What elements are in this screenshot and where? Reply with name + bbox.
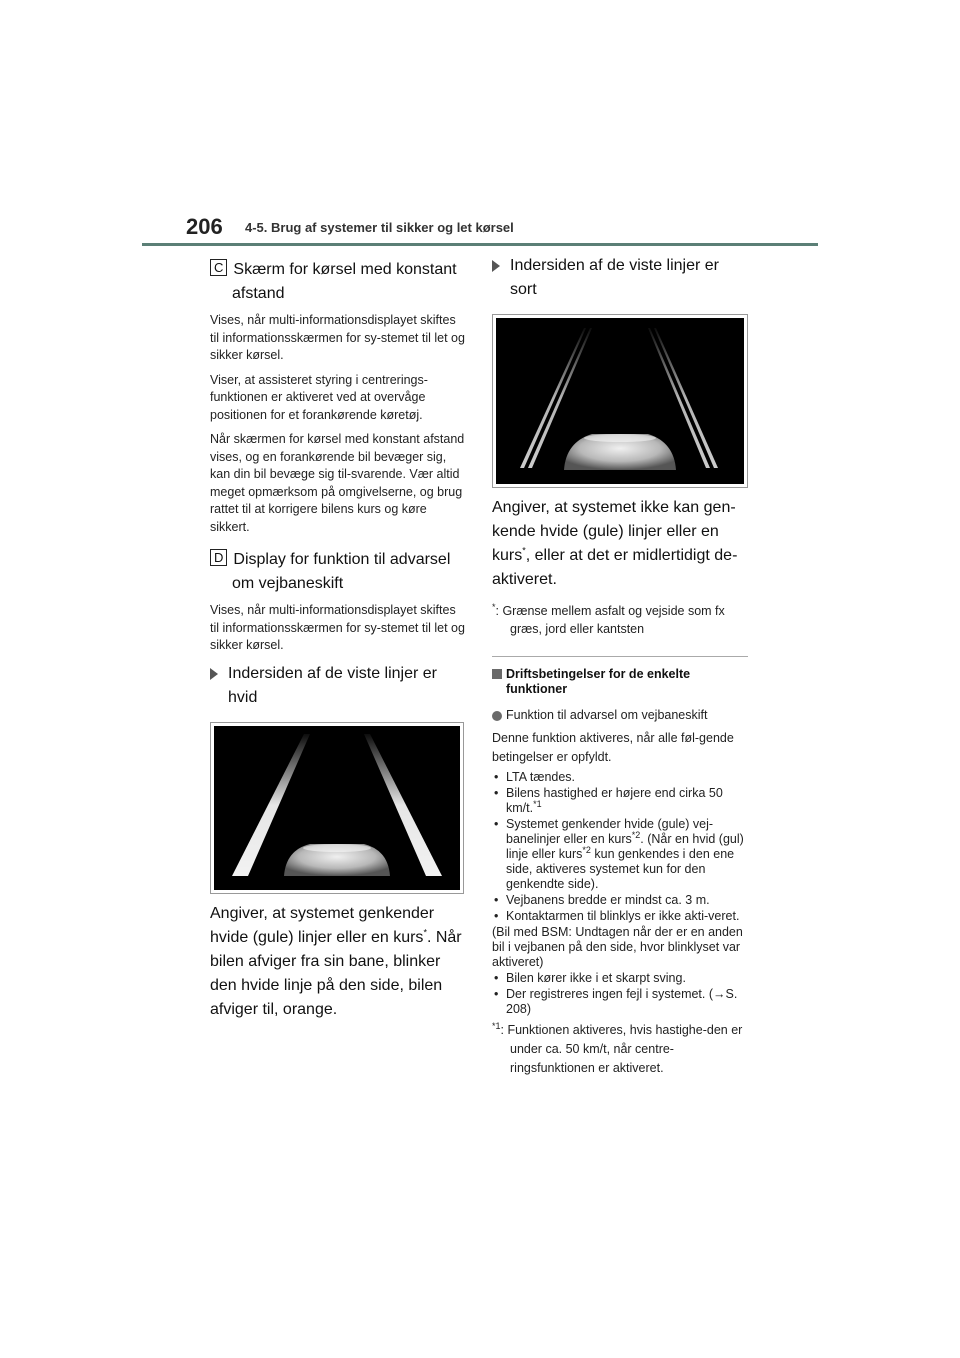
black-lines-heading bbox=[492, 254, 748, 302]
list-item-text: Systemet genkender hvide (gule) vej-banelinjer eller en kurs bbox=[506, 817, 714, 846]
black-lines-desc-b: , eller at det er midlertidigt de-aktiveret. bbox=[492, 547, 738, 588]
white-lines-desc-a: Angiver, at systemet genkender hvide (gule) linjer eller en kurs bbox=[210, 904, 435, 946]
page-number: 206 bbox=[186, 214, 223, 239]
footnote-marker: * bbox=[423, 927, 427, 938]
circle-bullet-icon bbox=[492, 711, 502, 721]
conditions-list-2 bbox=[492, 971, 748, 1017]
list-item: • Kontaktarmen til blinklys er ikke akti-veret. bbox=[492, 909, 748, 924]
footnote-mark: * bbox=[492, 601, 496, 612]
footnote-marker: *1 bbox=[533, 798, 542, 809]
footnote-text: : Grænse mellem asfalt og vejside som fx græs, jord eller kantsten bbox=[495, 604, 725, 636]
conditions-heading-text: Driftsbetingelser for de enkelte funktioner bbox=[506, 667, 691, 696]
white-lines-heading-text: Indersiden af de viste linjer er hvid bbox=[228, 664, 437, 706]
footnote-text: : Funktionen aktiveres, hvis hastighe-den er under ca. 50 km/t, når centre-ringsfunktionen er aktiveret. bbox=[500, 1023, 743, 1075]
left-column bbox=[210, 258, 466, 1032]
black-lines-display-image bbox=[492, 314, 748, 488]
square-bullet-icon bbox=[492, 669, 502, 679]
footnote-speed bbox=[492, 1021, 748, 1078]
section-d-heading bbox=[210, 548, 466, 596]
list-item bbox=[492, 786, 748, 816]
section-c-p3: Når skærmen for kørsel med konstant afstand vises, og en forankørende bil bevæger sig, kan din bil bevæge sig til-svarende. Vær altid meget opmærksom på omgivelserne, og brug rattet til at korrigere bilens kurs og køre sikkert. bbox=[210, 432, 465, 534]
list-item bbox=[492, 817, 748, 892]
black-lines-heading-text: Indersiden af de viste linjer er sort bbox=[510, 257, 719, 298]
lane-display-black-icon bbox=[496, 318, 744, 484]
right-column bbox=[492, 258, 748, 1078]
footnote-marker: * bbox=[522, 545, 526, 556]
bsm-note: (Bil med BSM: Undtagen når der er en anden bil i vejbanen på den side, hvor blinklyset var aktiveret) bbox=[492, 925, 743, 969]
list-item: • Vejbanens bredde er mindst ca. 3 m. bbox=[492, 893, 748, 908]
white-lines-display-image bbox=[210, 722, 464, 894]
lane-display-white-icon bbox=[214, 726, 460, 890]
section-c-p1: Vises, når multi-informationsdisplayet skiftes til informationsskærmen for sy-stemet til let og sikker kørsel. bbox=[210, 313, 465, 362]
section-c-label: C bbox=[210, 259, 227, 276]
footnote-mark: *1 bbox=[492, 1020, 501, 1031]
conditions-list bbox=[492, 770, 748, 924]
black-lines-description bbox=[492, 496, 748, 592]
chapter-title: 4-5. Brug af systemer til sikker og let kørsel bbox=[245, 220, 514, 235]
section-c-title-line1: Skærm for kørsel med konstant bbox=[233, 261, 457, 278]
white-lines-desc-b: . Når bilen afviger fra sin bane, blinker den hvide linje på den side, bilen afviger til, orange. bbox=[210, 928, 462, 1018]
section-d-p1: Vises, når multi-informationsdisplayet skiftes til informationsskærmen for sy-stemet til let og sikker kørsel. bbox=[210, 603, 465, 652]
footnote-boundary bbox=[492, 602, 748, 638]
section-c-p2: Viser, at assisteret styring i centrerings-funktionen er aktiveret ved at overvåge positionen for et forankørende køretøj. bbox=[210, 372, 428, 422]
section-c-title-line2: afstand bbox=[232, 285, 285, 302]
header-rule bbox=[142, 243, 818, 246]
footnote-marker: *2 bbox=[582, 844, 591, 855]
list-item: • Bilen kører ikke i et skarpt sving. bbox=[492, 971, 748, 986]
list-item: • Der registreres ingen fejl i systemet. (→S. 208) bbox=[492, 987, 748, 1017]
footnote-marker: *2 bbox=[631, 829, 641, 840]
section-d-label: D bbox=[210, 549, 227, 566]
conditions-subheading-text: Funktion til advarsel om vejbaneskift bbox=[506, 708, 708, 722]
triangle-bullet-icon bbox=[492, 260, 500, 272]
list-item: • LTA tændes. bbox=[492, 770, 748, 785]
triangle-bullet-icon bbox=[210, 668, 218, 680]
white-lines-heading bbox=[210, 662, 466, 710]
section-d-title-line1: Display for funktion til advarsel bbox=[233, 551, 451, 568]
section-c-heading bbox=[210, 258, 466, 306]
list-item-text: . (Når en hvid (gul) linje eller kurs bbox=[506, 832, 744, 861]
conditions-subheading bbox=[492, 707, 748, 724]
black-lines-desc-a: Angiver, at systemet ikke kan gen-kende hvide (gule) linjer eller en kurs bbox=[492, 499, 736, 564]
section-d-title-line2: om vejbaneskift bbox=[232, 575, 344, 592]
section-divider bbox=[492, 656, 748, 657]
list-item-text: kun genkendes i den ene side, aktiveres systemet kun for den genkendte side). bbox=[506, 847, 735, 891]
list-item-text: Bilens hastighed er højere end cirka 50 km/t. bbox=[506, 786, 723, 815]
conditions-heading bbox=[492, 667, 748, 697]
white-lines-description bbox=[210, 902, 466, 1022]
conditions-intro: Denne funktion aktiveres, når alle føl-gende betingelser er opfyldt. bbox=[492, 731, 734, 764]
